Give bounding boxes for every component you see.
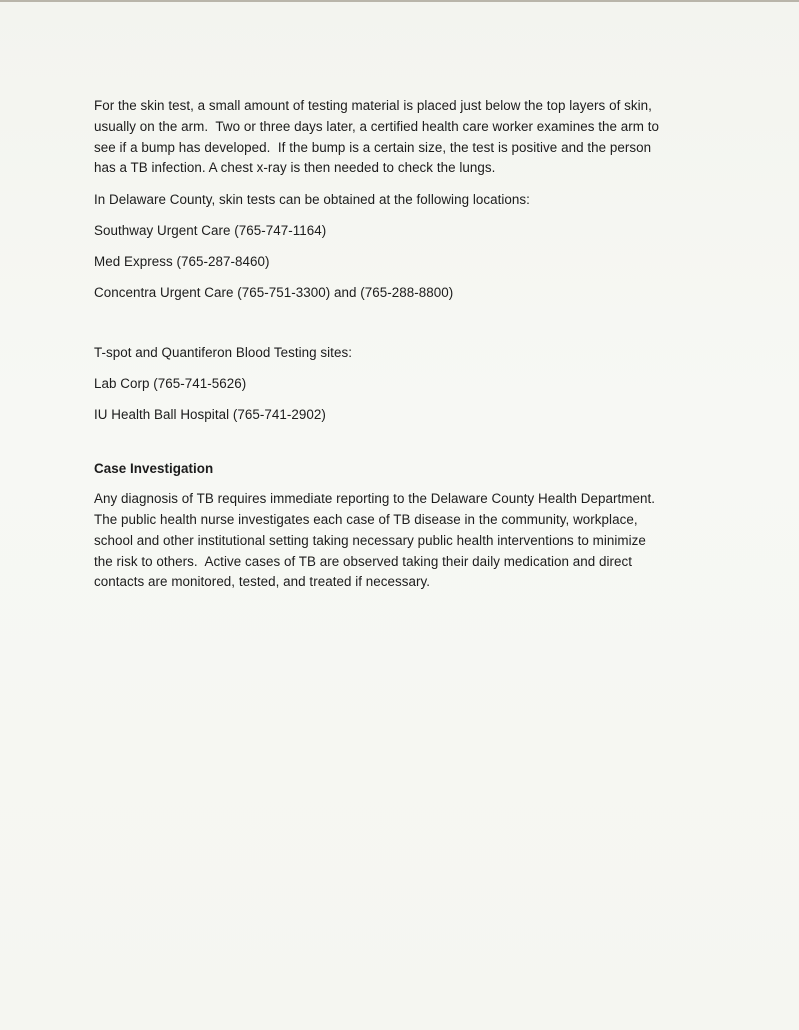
blood-testing-site: IU Health Ball Hospital (765-741-2902) xyxy=(94,407,326,423)
case-investigation-heading: Case Investigation xyxy=(94,461,214,477)
skin-test-line-4: has a TB infection. A chest x-ray is then needed to check the lungs. xyxy=(94,160,496,176)
location-item: Med Express (765-287-8460) xyxy=(94,254,270,270)
skin-test-paragraph xyxy=(94,96,734,179)
case-line-4: the risk to others. Active cases of TB are observed taking their daily medication and direct xyxy=(94,553,633,569)
case-investigation-paragraph xyxy=(94,489,734,593)
case-line-2: The public health nurse investigates each case of TB disease in the community, workplace, xyxy=(94,511,638,527)
case-line-3: school and other institutional setting taking necessary public health interventions to minimize xyxy=(94,532,646,548)
skin-test-line-3: see if a bump has developed. If the bump is a certain size, the test is positive and the person xyxy=(94,139,652,155)
blood-testing-site: Lab Corp (765-741-5626) xyxy=(94,376,247,392)
location-item: Southway Urgent Care (765-747-1164) xyxy=(94,223,327,239)
locations-intro: In Delaware County, skin tests can be obtained at the following locations: xyxy=(94,192,530,208)
skin-test-line-1: For the skin test, a small amount of testing material is placed just below the top layers of skin, xyxy=(94,98,652,113)
document-body xyxy=(94,96,734,593)
case-line-5: contacts are monitored, tested, and treated if necessary. xyxy=(94,574,431,590)
case-line-1: Any diagnosis of TB requires immediate reporting to the Delaware County Health Department. xyxy=(94,491,655,507)
blood-testing-intro: T-spot and Quantiferon Blood Testing sites: xyxy=(94,345,352,361)
location-item: Concentra Urgent Care (765-751-3300) and (765-288-8800) xyxy=(94,285,454,301)
skin-test-line-2: usually on the arm. Two or three days later, a certified health care worker examines the arm to xyxy=(94,118,659,134)
